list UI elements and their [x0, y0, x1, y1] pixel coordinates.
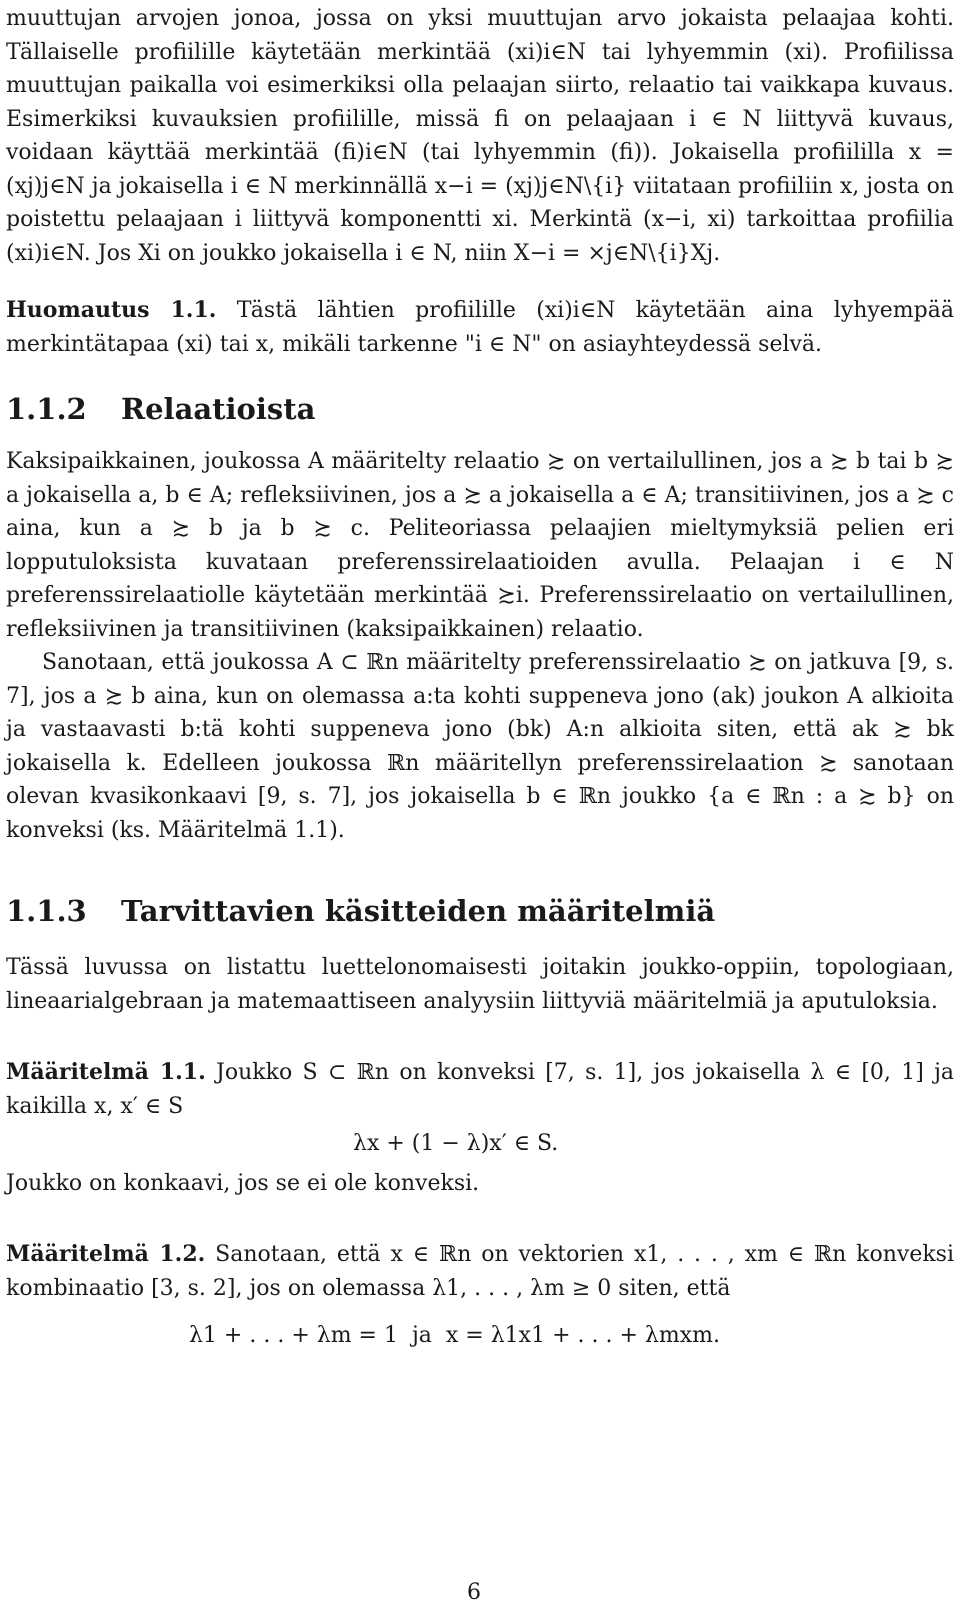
paragraph-concave-definition: Joukko on konkaavi, jos se ei ole konveksi.: [6, 1170, 480, 1196]
section-number: 1.1.3: [6, 894, 87, 928]
definition-heading: Määritelmä 1.1.: [6, 1059, 206, 1085]
paragraph-relations-properties: Kaksipaikkainen, joukossa A määritelty relaatio ≿ on vertailullinen, jos a ≿ b tai b ≿ a jokaisella a, b ∈ A; refleksiivinen, jos a ≿ a jokaisella a ∈ A; transitiivinen, jos a ≿ c aina, kun a ≿ b ja b ≿ c. Peliteoriassa pelaajien mieltymyksiä pelien eri lopputuloksista kuvataan preferenssirelaatioiden avulla. Pelaajan i ∈ N preferenssirelaatiolle käytetään merkintää ≿i. Preferenssirelaatio on vertailullinen, refleksiivinen ja transitiivinen (kaksipaikkainen) relaatio.: [6, 449, 954, 642]
definition-heading: Määritelmä 1.2.: [6, 1241, 206, 1267]
document-page: [6, 0, 954, 1359]
section-number: 1.1.2: [6, 392, 87, 426]
remark-heading: Huomautus 1.1.: [6, 297, 217, 323]
equation-connector: ja: [411, 1323, 432, 1348]
section-heading-relaatioista: [6, 389, 954, 429]
section-title: Tarvittavien käsitteiden määritelmiä: [121, 894, 716, 928]
section-title: Relaatioista: [121, 392, 316, 426]
equation-left: λ1 + . . . + λm = 1: [189, 1323, 398, 1348]
equation-convexity: λx + (1 − λ)x′ ∈ S.: [353, 1131, 559, 1156]
equation-convex-combination: [6, 1319, 954, 1353]
page-number: 6: [467, 1580, 481, 1605]
paragraph-section-intro: Tässä luvussa on listattu luettelonomaisesti joitakin joukko-oppiin, topologiaan, lineaarialgebraan ja matemaattiseen analyysiin liittyviä määritelmiä ja aputuloksia.: [6, 955, 954, 1014]
equation-right: x = λ1x1 + . . . + λmxm.: [445, 1323, 720, 1348]
definition-body: Sanotaan, että x ∈ ℝn on vektorien x1, . . . , xm ∈ ℝn konveksi kombinaatio [3, s. 2], jos on olemassa λ1, . . . , λm ≥ 0 siten, että: [6, 1242, 954, 1301]
definition-1-2: [6, 1238, 954, 1305]
remark-body: Tästä lähtien profiilille (xi)i∈N käytetään aina lyhyempää merkintätapaa (xi) tai x, mikäli tarkenne "i ∈ N" on asiayhteydessä selvä.: [6, 298, 954, 357]
definition-1-1: [6, 1056, 954, 1123]
paragraph-continuity-quasiconcavity: Sanotaan, että joukossa A ⊂ ℝn määritelty preferenssirelaatio ≿ on jatkuva [9, s. 7], jos a ≿ b aina, kun on olemassa a:ta kohti suppeneva jono (ak) joukon A alkioita ja vastaavasti b:tä kohti suppeneva jono (bk) A:n alkioita siten, että ak ≿ bk jokaisella k. Edelleen joukossa ℝn määritellyn preferenssirelaation ≿ sanotaan olevan kvasikonkaavi [9, s. 7], jos jokaisella b ∈ ℝn joukko {a ∈ ℝn : a ≿ b} on konveksi (ks. Määritelmä 1.1).: [6, 650, 954, 843]
definition-body: Joukko S ⊂ ℝn on konveksi [7, s. 1], jos jokaisella λ ∈ [0, 1] ja kaikilla x, x′ ∈ S: [6, 1060, 955, 1119]
section-heading-tarvittavien: [6, 891, 954, 931]
remark-1-1: [6, 294, 954, 361]
paragraph-profile-notation: muuttujan arvojen jonoa, jossa on yksi muuttujan arvo jokaista pelaajaa kohti. Tällaiselle profiilille käytetään merkintää (xi)i∈N tai lyhyemmin (xi). Profiilissa muuttujan paikalla voi esimerkiksi olla pelaajan siirto, relaatio tai vaikkapa kuvaus. Esimerkiksi kuvauksien profiilille, missä fi on pelaajaan i ∈ N liittyvä kuvaus, voidaan käyttää merkintää (fi)i∈N (tai lyhyemmin (fi)). Jokaisella profiililla x = (xj)j∈N ja jokaisella i ∈ N merkinnällä x−i = (xj)j∈N\{i} viitataan profiiliin x, josta on poistettu pelaajaan i liittyvä komponentti xi. Merkintä (x−i, xi) tarkoittaa profiilia (xi)i∈N. Jos Xi on joukko jokaisella i ∈ N, niin X−i = ×j∈N\{i}Xj.: [6, 6, 954, 266]
